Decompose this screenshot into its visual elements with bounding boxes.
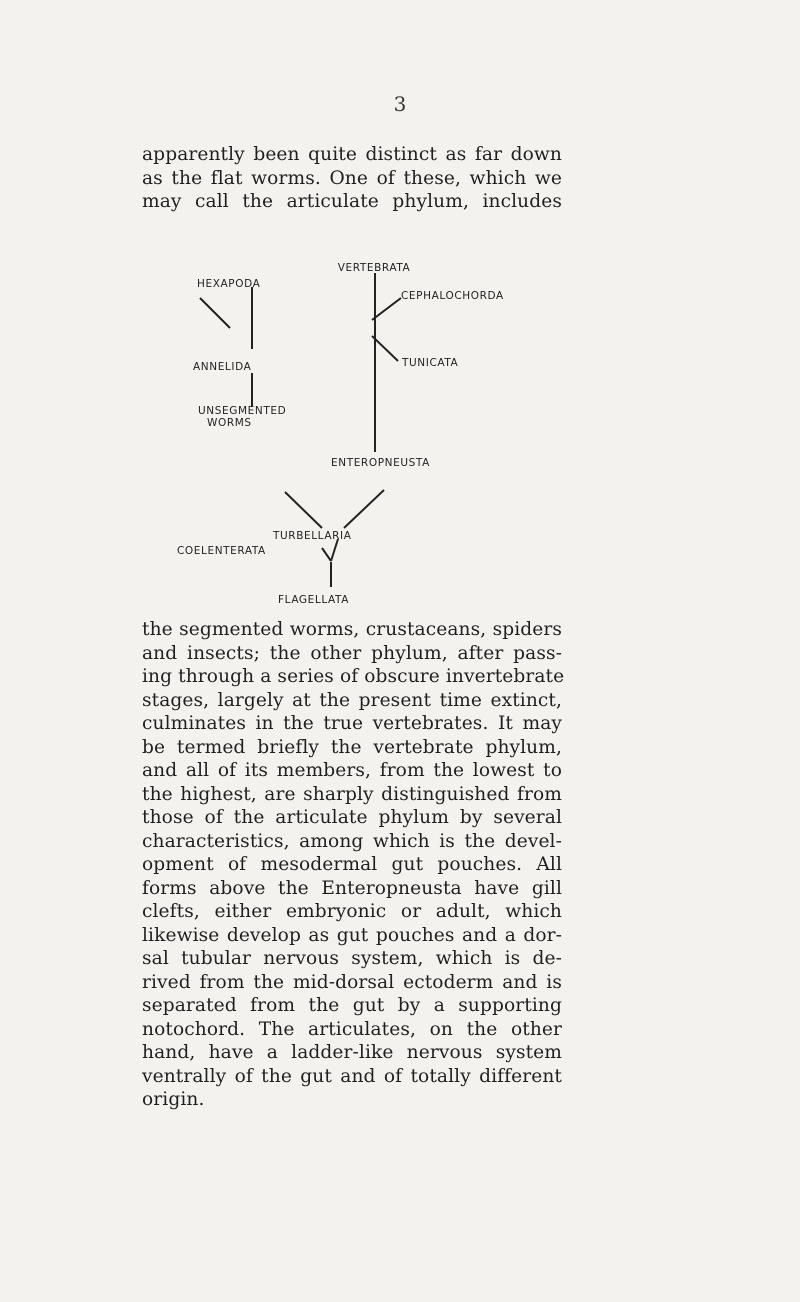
text-line: and all of its members, from the lowest to: [142, 760, 562, 781]
branch-cephalochorda: [372, 298, 401, 320]
branch-enteropneusta-slant: [344, 490, 384, 528]
text-line: sal tubular nervous system, which is de-: [142, 948, 562, 969]
label-cephalochorda: CEPHALOCHORDA: [401, 290, 504, 302]
text-line: ventrally of the gut and of totally different: [142, 1065, 562, 1087]
text-line: stages, largely at the present time extinct,: [142, 689, 562, 711]
text-line: clefts, either embryonic or adult, which: [142, 901, 562, 922]
text-line: rived from the mid-dorsal ectoderm and is: [142, 971, 562, 993]
text-line: opment of mesodermal gut pouches. All: [142, 854, 562, 875]
paragraph-body: [142, 618, 565, 1112]
text-line: and insects; the other phylum, after pass-: [142, 642, 562, 664]
text-line: characteristics, among which is the devel-: [142, 830, 562, 852]
branch-coelenterata: [322, 548, 331, 561]
label-flagellata: FLAGELLATA: [278, 594, 349, 606]
label-hexapoda: HEXAPODA: [197, 278, 261, 290]
phylogenetic-tree-diagram: [0, 0, 800, 620]
text-line: separated from the gut by a supporting: [142, 995, 562, 1016]
label-tunicata: TUNICATA: [402, 357, 459, 369]
text-line: forms above the Enteropneusta have gill: [142, 877, 562, 899]
label-turbellaria: TURBELLARIA: [273, 530, 352, 542]
branch-to-hexapoda-slant: [200, 298, 230, 328]
branch-turbellaria: [331, 539, 338, 561]
text-line: the segmented worms, crustaceans, spiders: [142, 619, 562, 640]
text-line: as the flat worms. One of these, which we: [142, 167, 562, 189]
branch-unsegmented-slant: [285, 492, 322, 528]
label-coelenterata: COELENTERATA: [177, 545, 266, 557]
text-line: notochord. The articulates, on the other: [142, 1018, 562, 1040]
text-line: the highest, are sharply distinguished from: [142, 783, 562, 805]
label-enteropneusta: ENTEROPNEUSTA: [331, 457, 430, 469]
label-unsegmented-worms-line1: UNSEGMENTED: [198, 405, 287, 417]
text-line: culminates in the true vertebrates. It may: [142, 713, 562, 734]
text-line: ing through a series of obscure invertebrate: [142, 666, 565, 687]
text-line: origin.: [142, 1089, 205, 1110]
text-line: may call the articulate phylum, includes: [142, 191, 562, 212]
text-line: those of the articulate phylum by several: [142, 807, 562, 828]
label-unsegmented-worms-line2: WORMS: [207, 417, 252, 429]
page-number: 3: [393, 92, 407, 116]
text-line: likewise develop as gut pouches and a dor-: [142, 924, 562, 946]
label-annelida: ANNELIDA: [193, 361, 252, 373]
label-vertebrata: VERTEBRATA: [337, 262, 411, 274]
text-line: apparently been quite distinct as far down: [142, 144, 562, 165]
text-line: hand, have a ladder-like nervous system: [142, 1042, 562, 1063]
text-line: be termed briefly the vertebrate phylum,: [142, 736, 562, 758]
